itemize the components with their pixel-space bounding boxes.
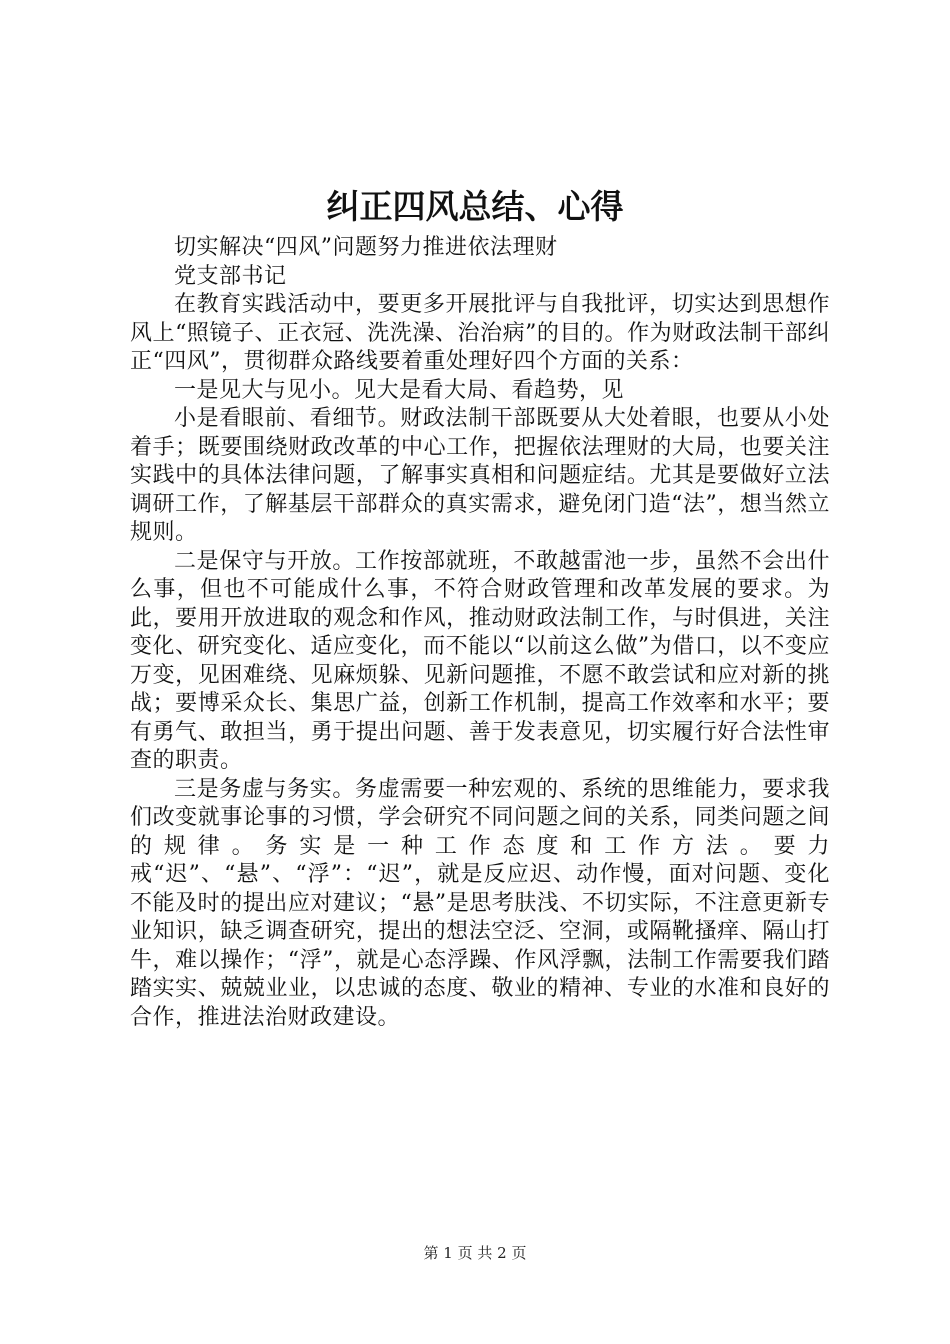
document-body [130, 234, 830, 1032]
point-three-paragraph: 三是务虚与务实。务虚需要一种宏观的、系统的思维能力，要求我们改变就事论事的习惯，学会研究不同问题之间的关系，同类问题之间的规律。务实是一种工作态度和工作方法。要力戒“迟”、“悬”、“浮”：“迟”，就是反应迟、动作慢，面对问题、变化不能及时的提出应对建议；“悬”是思考肤浅、不切实际，不注意更新专业知识，缺乏调查研究，提出的想法空泛、空洞，或隔靴搔痒、隔山打牛，难以操作；“浮”，就是心态浮躁、作风浮飘，法制工作需要我们踏踏实实、兢兢业业，以忠诚的态度、敬业的精神、专业的水准和良好的合作，推进法治财政建设。 [130, 776, 830, 1030]
point-two-paragraph: 二是保守与开放。工作按部就班，不敢越雷池一步，虽然不会出什么事，但也不可能成什么事，不符合财政管理和改革发展的要求。为此，要用开放进取的观念和作风，推动财政法制工作，与时俱进，关注变化、研究变化、适应变化，而不能以“以前这么做”为借口，以不变应万变，见困难绕、见麻烦躲、见新问题推，不愿不敢尝试和应对新的挑战；要博采众长、集思广益，创新工作机制，提高工作效率和水平；要有勇气、敢担当，勇于提出问题、善于发表意见，切实履行好合法性审查的职责。 [130, 548, 830, 773]
page-footer: 第 1 页 共 2 页 [423, 1244, 527, 1262]
intro-paragraph: 在教育实践活动中，要更多开展批评与自我批评，切实达到思想作风上“照镜子、正衣冠、洗洗澡、治治病”的目的。作为财政法制干部纠正“四风”，贯彻群众路线要着重处理好四个方面的关系： [130, 292, 830, 374]
author-paragraph: 党支部书记 [174, 263, 287, 289]
document-title: 纠正四风总结、心得 [326, 187, 624, 226]
point-one-heading-paragraph: 一是见大与见小。见大是看大局、看趋势，见 [174, 377, 625, 403]
point-one-body-paragraph: 小是看眼前、看细节。财政法制干部既要从大处着眼，也要从小处着手；既要围绕财政改革的中心工作，把握依法理财的大局，也要关注实践中的具体法律问题，了解事实真相和问题症结。尤其是要做好立法调研工作，了解基层干部群众的真实需求，避免闭门造“法”，想当然立规则。 [130, 406, 830, 545]
subtitle-paragraph: 切实解决“四风”问题努力推进依法理财 [174, 235, 558, 260]
